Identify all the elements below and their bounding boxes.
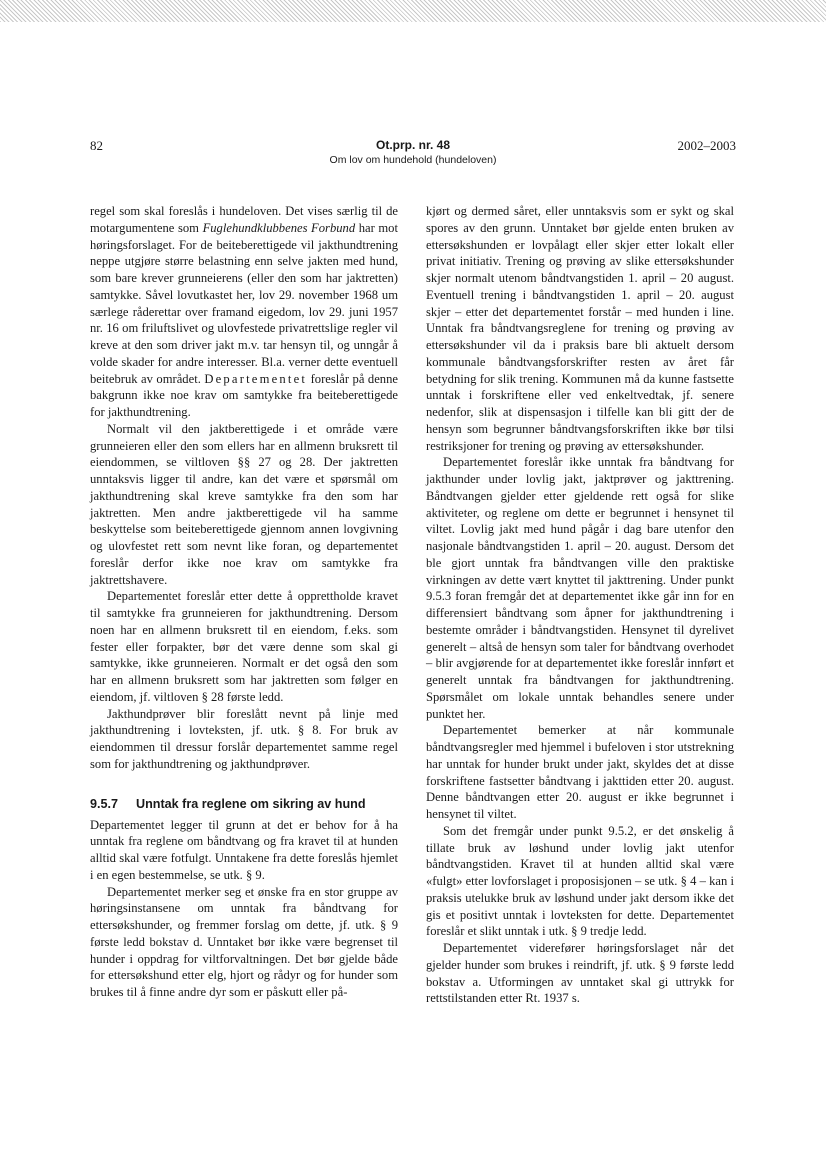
section-title: Unntak fra reglene om sikring av hund bbox=[136, 796, 366, 811]
document-subtitle: Om lov om hundehold (hundeloven) bbox=[329, 154, 497, 166]
left-column bbox=[90, 203, 398, 1001]
paragraph: regel som skal foreslås i hundeloven. Det vises særlig til de motargumentene som Fuglehundklubbenes Forbund har mot høringsforslaget. For de beiteberettigede vil jakthundtrening neppe utgjøre større belastning enn selve jakten med hund, som bare krever grunneierens (eller den som har jaktretten) samtykke. Såvel lovutkastet her, lov 29. november 1968 um særlege råderettar over framand eigedom, lov 29. juni 1957 nr. 16 om friluftslivet og ulovfestede privatrettslige regler vil kreve at den som driver jakt m.v. tar hensyn til, og unngår å volde skader for andre interesser. Bl.a. verner dette eventuell beitebruk av området. Departementet foreslår på denne bakgrunn ikke noe krav om samtykke fra beiteberettigede for jakthundtrening. bbox=[90, 204, 398, 419]
paragraph: Departementet merker seg et ønske fra en stor gruppe av høringsinstansene om unntak fra båndtvang for ettersøkshunder, og fremmer forslag om dette, jf. utk. § 9 første ledd bokstav d. Unntaket bør ikke være begrenset til hunder i oppdrag for viltforvaltningen. Det bør gjelde både for ettersøkshund etter elg, hjort og rådyr og for hunder som brukes til å finne andre dyr som er påskutt eller på- bbox=[90, 884, 398, 999]
paragraph: Departementet viderefører høringsforslaget når det gjelder hunder som brukes i reindrift, jf. utk. § 9 første ledd bokstav a. Utformingen av unntaket skal gi uttrykk for rettstilstanden etter Rt. 1937 s. bbox=[426, 941, 734, 1006]
document-title: Ot.prp. nr. 48 bbox=[375, 138, 450, 152]
document-years: 2002–2003 bbox=[677, 138, 736, 153]
paragraph: Som det fremgår under punkt 9.5.2, er det ønskelig å tillate bruk av løshund under lovlig jakt utenfor båndtvangstiden. Kravet til at hunden alltid skal være «fulgt» etter lovforslaget i proposisjonen – se utk. § 4 – kan i praksis utelukke bruk av løshund under jakt dersom ikke det gis et positivt unntak i lovteksten for dette. Departementet foreslår et slikt unntak i utk. § 9 tredje ledd. bbox=[426, 823, 734, 939]
paragraph: kjørt og dermed såret, eller unntaksvis som er sykt og skal spores av den grunn. Unntaket bør gjelde enten bruken av ettersøkshunden er lovpålagt eller skjer etter lokalt eller privat initiativ. Trening og prøving av slike ettersøkshunder skjer normalt utenom båndtvangstiden 1. april – 20 august. Eventuell trening i båndtvangstiden 1. april – 20. august skjer – etter det departementet forstår – med hunden i line. Unntak fra båndtvangsreglene for trening og prøving av ettersøkshunder vil da i praksis bare bli aktuelt dersom kommunale båndtvangsforskrifter resten av året får betydning for slik trening. Kommunen må da kunne fastsette unntak i forskriftene eller ved enkeltvedtak, jf. senere nedenfor, slik at dispensasjon i tilfelle kan bli gitt der de hensyn som begrunner båndtvangsforskriften ikke bør tilsi restriksjoner for trening og prøving av ettersøkshunder. bbox=[426, 204, 734, 453]
page-header bbox=[90, 138, 736, 174]
section-heading bbox=[90, 796, 398, 813]
paragraph: Jakthundprøver blir foreslått nevnt på linje med jakthundtrening i lovteksten, jf. utk. § 8. For bruk av eiendommen til dressur forslår departementet samme regel som for jakthundtrening og jakthundprøver. bbox=[90, 706, 398, 771]
paragraph: Departementet foreslår etter dette å opprettholde kravet til samtykke fra grunneieren for jakthundtrening. Dersom noen har en allmenn bruksrett til en eiendom, f.eks. som fester eller forpakter, bør det være denne som skal gi samtykke, ikke grunneieren. Normalt er det også den som har en allmenn bruksrett som har jaktretten som følger en eiendom, jf. viltloven § 28 første ledd. bbox=[90, 589, 398, 704]
paragraph: Departementet foreslår ikke unntak fra båndtvang for jakthunder under lovlig jakt, jaktprøver og jakttrening. Båndtvangen gjelder etter gjeldende rett også for slike aktiviteter, og reglene om dette er begrunnet i hensynet til viltet. Lovlig jakt med hund pågår i dag bare utenfor den nasjonale båndtvangstiden 1. april – 20. august. Dersom det ble gjort unntak fra båndtvangen ville den praktiske virkningen av dette vært knyttet til jakttrening. Under punkt 9.5.3 foran fremgår det at departementet ikke går inn for en differensiert båndtvang som åpner for jakthundtrening i bestemte områder i båndtvangstiden. Hensynet til dyrelivet generelt – altså de hensyn som taler for båndtvang overhodet – blir avgjørende for at departementet ikke foreslår innført et generelt unntak fra båndtvangen for jakthundtrening. Spørsmålet om lokale unntak behandles senere under punktet her. bbox=[426, 455, 734, 721]
paragraph: Departementet bemerker at når kommunale båndtvangsregler med hjemmel i bufeloven i stor utstrekning har unntak for hunder brukt under jakt, skyldes det at disse forskriftene fastsetter båndtvang i jakttiden etter 20. august. Denne båndtvangen etter 20. august er ikke begrunnet i hensynet til viltet. bbox=[426, 723, 734, 821]
spaced-emphasis: Departementet bbox=[204, 371, 308, 386]
page-number: 82 bbox=[90, 138, 103, 153]
right-column bbox=[426, 203, 734, 1007]
paragraph: Normalt vil den jaktberettigede i et område være grunneieren eller den som ellers har en allmenn bruksrett til eiendommen, se viltloven §§ 27 og 28. Der jaktretten unntaksvis ligger til andre, kan det være et spørsmål om jakthundtrening skal kreve samtykke fra den som har jaktretten. Men andre jaktberettigede vil ha samme beskyttelse som beiteberettigede gjennom annen lovgivning og ulovfestet rett som nevnt like foran, og departementet foreslår derfor ikke noe krav om samtykke fra jaktrettshavere. bbox=[90, 421, 398, 587]
paragraph: Departementet legger til grunn at det er behov for å ha unntak fra reglene om båndtvang og fra kravet til at hunden alltid skal være fotfulgt. Unntakene fra dette foreslås hjemlet i en egen bestemmelse, se utk. § 9. bbox=[90, 817, 398, 882]
section-number: 9.5.7 bbox=[90, 796, 119, 811]
scan-border bbox=[0, 0, 826, 22]
organization-name: Fuglehundklubbenes Forbund bbox=[202, 220, 356, 235]
